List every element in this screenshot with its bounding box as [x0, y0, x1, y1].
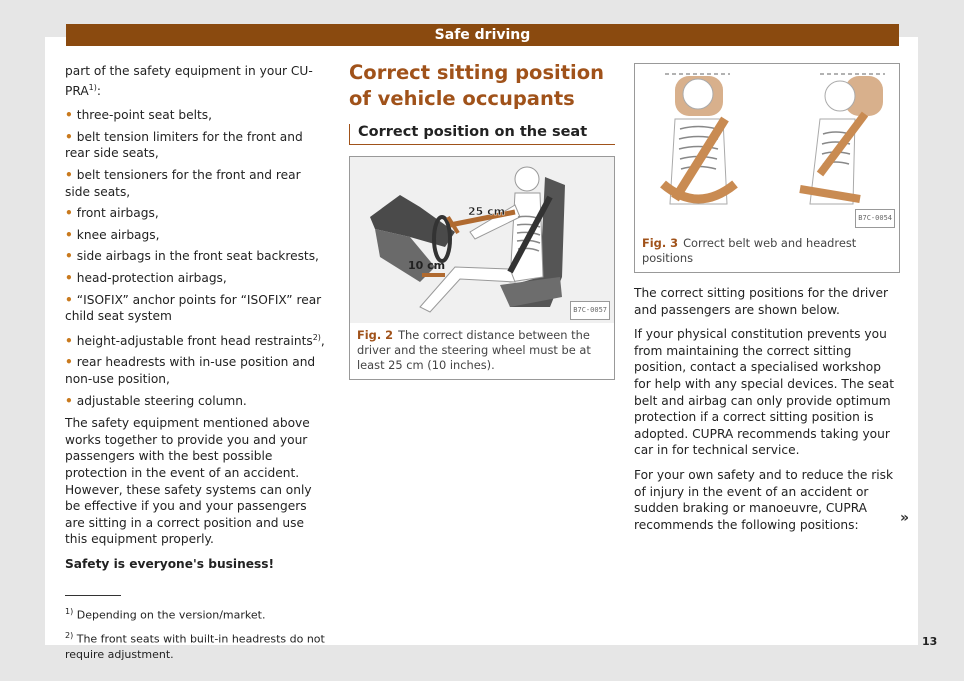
body-paragraph: For your own safety and to reduce the risk of injury in the event of an accident or sudden braking or manoeuvre, CUPRA recommends the following positions: — [634, 467, 894, 532]
section-subtitle: Correct position on the seat — [349, 124, 615, 145]
driver-head-shape — [515, 167, 539, 191]
column-left — [65, 63, 325, 667]
body-paragraph: The correct sitting positions for the driver and passengers are shown below. — [634, 286, 888, 317]
label-25cm: 25 cm — [468, 204, 506, 218]
list-item: • side airbags in the front seat backrests, — [65, 249, 319, 264]
footnote-2: $^{2)}$ The front seats with built-in headrests do not require adjustment. — [65, 630, 325, 661]
section-header: Safe driving — [66, 24, 899, 46]
body-paragraph: The safety equipment mentioned above works together to provide you and your passengers with the best possible protection in the event of an accident. However, these safety systems can only be effective if you and your passengers are sitting in a correct position and use this equipment properly. — [65, 416, 312, 547]
list-item: • rear headrests with in-use position and non-use position, — [65, 355, 316, 387]
intro-end: : — [96, 83, 101, 98]
list-item: • adjustable steering column. — [65, 393, 247, 408]
column-right — [634, 63, 900, 541]
belt-headrest-illustration — [635, 64, 899, 231]
list-item: • knee airbags, — [65, 227, 160, 242]
figure-2-caption — [350, 323, 614, 379]
figure-number: Fig. 3 — [642, 236, 679, 250]
footnote-ref[interactable]: 1) — [88, 82, 97, 92]
bullet-dot-icon: • — [65, 271, 73, 285]
footnote-ref[interactable]: 2) — [312, 332, 321, 342]
page-title: Correct sitting position of vehicle occupants — [349, 61, 605, 110]
figure-3 — [634, 63, 900, 273]
list-item: • height-adjustable front head restraints$^{2)}$, — [65, 332, 325, 348]
figure-2-image — [350, 157, 614, 323]
list-item: • front airbags, — [65, 206, 159, 221]
list-item: • head-protection airbags, — [65, 271, 227, 285]
figure-2 — [349, 156, 615, 380]
list-item: • three-point seat belts, — [65, 108, 212, 123]
bullet-dot-icon: • — [65, 129, 73, 144]
figure-code: B7C-0057 — [570, 301, 610, 320]
list-item: • “ISOFIX” anchor points for “ISOFIX” rear child seat system — [65, 292, 322, 324]
list-item: • belt tension limiters for the front and rear side seats, — [65, 129, 303, 161]
driver-seating-illustration — [350, 157, 614, 323]
bullet-dot-icon: • — [65, 393, 73, 408]
bullet-dot-icon: • — [65, 227, 73, 242]
safety-equipment-list — [65, 107, 325, 409]
bold-statement: Safety is everyone's business! — [65, 556, 275, 571]
list-item: • belt tensioners for the front and rear side seats, — [65, 168, 301, 199]
continue-mark: » — [900, 510, 910, 526]
bullet-dot-icon: • — [65, 333, 73, 348]
column-middle — [349, 60, 615, 380]
body-paragraph: If your physical constitution prevents you from maintaining the correct sitting position, contact a specialised workshop for help with any special devices. The seat belt and airbag can only provide optimum protection if a correct sitting position is adopted. CUPRA recommends taking your car in for technical service. — [634, 327, 895, 458]
figure-number: Fig. 2 — [357, 327, 394, 342]
bullet-dot-icon: • — [65, 206, 73, 221]
bullet-dot-icon: • — [65, 292, 73, 307]
figure-3-caption — [635, 231, 899, 272]
bullet-dot-icon: • — [65, 168, 73, 183]
bullet-dot-icon: • — [65, 355, 73, 370]
occupant-head-front — [683, 79, 713, 109]
caption-text: Correct belt web and headrest positions — [642, 236, 857, 265]
footnotes — [65, 604, 325, 663]
footnote-divider — [65, 595, 121, 596]
caption-text: The correct distance between the driver and the steering wheel must be at least 25 cm (10 inches). — [357, 327, 591, 372]
footnote-1: $^{1)}$ Depending on the version/market. — [65, 606, 266, 622]
label-10cm: 10 cm — [408, 258, 446, 272]
intro-text: part of the safety equipment in your CU-PRA — [65, 64, 313, 98]
occupant-head-side — [825, 81, 855, 111]
intro-paragraph — [65, 63, 325, 99]
page-number: 13 — [922, 635, 938, 648]
bullet-dot-icon: • — [65, 249, 73, 264]
figure-code: B7C-0054 — [855, 209, 895, 228]
figure-3-image — [635, 64, 899, 231]
bullet-dot-icon: • — [65, 108, 73, 123]
